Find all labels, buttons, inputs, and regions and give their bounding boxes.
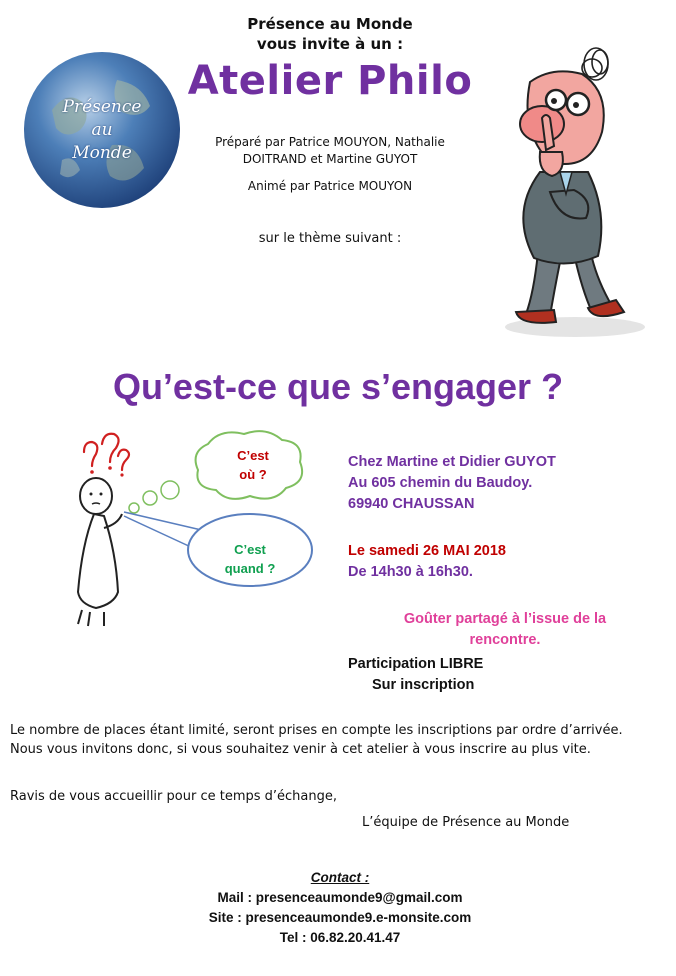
questioning-figure-illustration [60,424,340,634]
location-line-2: Au 605 chemin du Baudoy. [348,475,533,491]
logo-line-2: au [91,120,113,140]
thinking-man-illustration [490,22,660,342]
thinking-man-icon [490,22,660,342]
globe-logo [22,50,182,210]
signature: L’équipe de Présence au Monde [362,815,570,830]
body-para-1-line-1: Le nombre de places étant limité, seront prises en compte les inscriptions par ordre d’arrivée. [10,723,623,738]
header-line-2: vous invite à un : [256,35,404,53]
bubble-when-line-1: C’est [234,542,266,557]
event-title: Atelier Philo [187,58,473,104]
contact-mail[interactable]: Mail : presenceaumonde9@gmail.com [217,890,463,905]
body-para-1-line-2: Nous vous invitons donc, si vous souhaitez venir à cet atelier à vous inscrire au plus vite. [10,742,591,757]
theme-intro: sur le thème suivant : [258,231,402,246]
event-time: De 14h30 à 16h30. [348,564,473,580]
contact-tel[interactable]: Tel : 06.82.20.41.47 [279,930,401,945]
event-date: Le samedi 26 MAI 2018 [348,543,506,559]
snack-line-1: Goûter partagé à l’issue de la [403,611,607,627]
animated-by: Animé par Patrice MOUYON [247,179,413,193]
theme-question: Qu’est-ce que s’engager ? [112,366,564,407]
location-line-3: 69940 CHAUSSAN [348,496,475,512]
snack-line-2: rencontre. [469,632,541,648]
header-line-1: Présence au Monde [247,15,413,33]
bubble-when-line-2: quand ? [224,561,276,576]
logo-line-3: Monde [72,143,132,163]
body-para-2: Ravis de vous accueillir pour ce temps d’échange, [10,789,337,804]
participation-line-2: Sur inscription [372,677,475,693]
location-line-1: Chez Martine et Didier GUYOT [348,454,556,470]
prepared-by-line-1: Préparé par Patrice MOUYON, Nathalie [215,135,445,149]
questioning-figure-icon [60,424,340,634]
contact-site[interactable]: Site : presenceaumonde9.e-monsite.com [208,910,472,925]
prepared-by-line-2: DOITRAND et Martine GUYOT [242,152,418,166]
bubble-where-line-2: où ? [239,467,267,482]
contact-heading: Contact : [310,870,370,885]
logo-line-1: Présence [62,97,142,117]
participation-line-1: Participation LIBRE [348,656,484,672]
bubble-where-line-1: C’est [237,448,269,463]
